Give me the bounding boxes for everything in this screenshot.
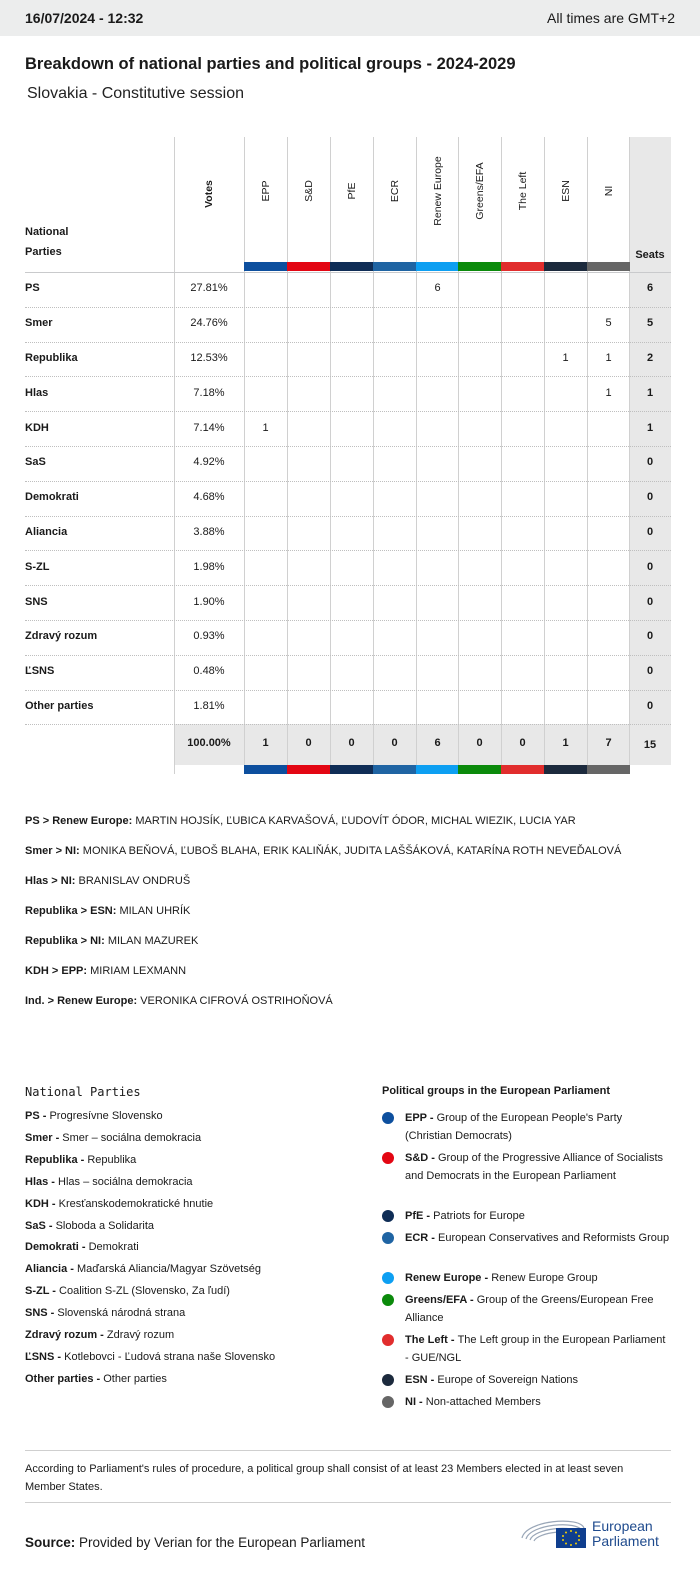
group-color-bar <box>458 765 501 774</box>
column-divider <box>373 137 374 774</box>
row-divider <box>25 307 671 308</box>
party-name: Aliancia <box>25 526 68 538</box>
member-assignment <box>25 965 186 977</box>
group-color-bar <box>244 765 287 774</box>
national-party-legend-item: SNS - Slovenská národná strana <box>25 1307 186 1320</box>
row-divider <box>25 376 671 377</box>
votes-cell: 0.93% <box>193 630 225 643</box>
party-name: S-ZL <box>25 560 50 573</box>
party-name: PS <box>25 282 40 295</box>
political-group-legend-item: ECR - European Conservatives and Reformists Group <box>405 1232 670 1244</box>
group-header-pfe: PfE <box>345 182 358 200</box>
divider <box>25 1450 671 1451</box>
member-assignment <box>25 815 576 827</box>
votes-column-header: Votes <box>203 180 215 208</box>
political-group-legend-item: NI - Non-attached Members <box>405 1396 541 1408</box>
rules-note: According to Parliament's rules of procedure, a political group shall consist of at least 23 Members elected in at least seven Member States. <box>25 1463 624 1493</box>
seat-cell: 1 <box>605 352 612 364</box>
party-name: Demokrati <box>25 491 79 504</box>
group-color-bar <box>458 262 501 271</box>
row-divider <box>25 516 671 517</box>
votes-cell: 7.18% <box>193 386 225 399</box>
member-assignment-key: Smer > NI: <box>25 845 83 857</box>
column-divider <box>330 137 331 774</box>
group-header-ecr: ECR <box>388 179 401 203</box>
national-party-legend-item: SaS - Sloboda a Solidarita <box>25 1219 155 1232</box>
total-seat-cell: 7 <box>605 736 612 749</box>
seats-cell: 0 <box>646 700 654 712</box>
group-color-dot <box>382 1396 394 1408</box>
row-divider <box>25 655 671 656</box>
party-name: Zdravý rozum <box>25 630 98 643</box>
political-group-legend-item: S&D - Group of the Progressive Alliance of Socialists and Democrats in the European Parliament <box>405 1152 664 1182</box>
votes-cell: 27.81% <box>190 282 228 295</box>
divider <box>25 1502 671 1503</box>
column-divider <box>501 137 502 774</box>
political-group-legend-item: Renew Europe - Renew Europe Group <box>405 1272 598 1284</box>
column-divider <box>416 137 417 774</box>
group-color-bar <box>244 262 287 271</box>
total-seat-cell: 6 <box>434 736 441 749</box>
party-name: SNS <box>25 595 48 608</box>
group-header-esn: ESN <box>559 180 572 202</box>
votes-cell: 12.53% <box>190 352 228 364</box>
group-color-dot <box>382 1232 394 1244</box>
source-label: Source: <box>25 1535 76 1550</box>
member-assignment-key: PS > Renew Europe: <box>25 815 136 827</box>
row-divider <box>25 342 671 343</box>
seat-cell: 1 <box>605 386 612 399</box>
seats-cell: 0 <box>646 526 654 538</box>
row-divider <box>25 550 671 551</box>
column-divider <box>587 137 588 774</box>
column-divider <box>458 137 459 774</box>
column-divider <box>244 137 245 774</box>
group-color-bar <box>373 765 416 774</box>
votes-cell: 7.14% <box>193 421 225 434</box>
party-name: KDH <box>25 421 49 434</box>
group-color-dot <box>382 1210 394 1222</box>
national-party-legend-item: Hlas - Hlas – sociálna demokracia <box>25 1175 193 1188</box>
seats-cell: 0 <box>646 560 654 573</box>
party-name: SaS <box>25 456 46 469</box>
source-line <box>25 1535 365 1550</box>
group-header-s-d: S&D <box>302 180 315 202</box>
member-assignment-key: KDH > EPP: <box>25 965 91 977</box>
seats-cell: 2 <box>646 352 654 364</box>
group-color-dot <box>382 1334 394 1346</box>
national-party-legend-item: Aliancia - Maďarská Aliancia/Magyar Szövetség <box>25 1263 262 1276</box>
group-color-bar <box>287 765 330 774</box>
group-color-bar <box>501 765 544 774</box>
timezone-note: All times are GMT+2 <box>547 10 675 26</box>
group-header-renew-europe: Renew Europe <box>431 156 444 226</box>
group-color-bar <box>287 262 330 271</box>
group-color-dot <box>382 1374 394 1386</box>
row-divider <box>25 690 671 691</box>
seats-cell: 0 <box>646 595 654 608</box>
party-name: Republika <box>25 352 78 364</box>
row-divider <box>25 272 671 273</box>
page-subtitle: Slovakia - Constitutive session <box>27 85 244 102</box>
member-names: VERONIKA CIFROVÁ OSTRIHOŇOVÁ <box>140 995 333 1007</box>
seat-cell: 1 <box>262 421 269 434</box>
party-name: Hlas <box>25 386 49 399</box>
party-name: Smer <box>25 317 53 330</box>
group-color-bar <box>416 262 459 271</box>
member-names: MONIKA BEŇOVÁ, ĽUBOŠ BLAHA, ERIK KALIŇÁK, JUDITA LAŠŠÁKOVÁ, KATARÍNA ROTH NEVEĎALOVÁ <box>82 845 622 857</box>
group-color-bar <box>330 765 373 774</box>
source-text: Provided by Verian for the European Parliament <box>79 1535 365 1550</box>
political-group-legend-item: The Left - The Left group in the European Parliament - GUE/NGL <box>405 1334 666 1364</box>
political-group-legend-item: Greens/EFA - Group of the Greens/European Free Alliance <box>405 1294 654 1324</box>
national-party-legend-item: Demokrati - Demokrati <box>25 1241 139 1254</box>
timestamp: 16/07/2024 - 12:32 <box>25 10 144 26</box>
group-header-greens-efa: Greens/EFA <box>473 162 486 220</box>
member-assignment <box>25 845 621 857</box>
member-names: MIRIAM LEXMANN <box>90 965 187 977</box>
row-divider <box>25 724 671 725</box>
group-color-bar <box>587 262 630 271</box>
logo-text: European Parliament <box>592 1518 659 1549</box>
political-group-legend-item: ESN - Europe of Sovereign Nations <box>405 1374 579 1386</box>
group-header-ni: NI <box>602 185 615 197</box>
member-assignment-key: Republika > ESN: <box>25 905 120 917</box>
group-color-bar <box>587 765 630 774</box>
seats-column-header: Seats <box>635 249 665 261</box>
row-divider <box>25 481 671 482</box>
party-name: ĽSNS <box>25 665 55 678</box>
national-party-legend-item: PS - Progresívne Slovensko <box>25 1110 163 1122</box>
group-color-dot <box>382 1272 394 1284</box>
national-party-legend-item: Zdravý rozum - Zdravý rozum <box>25 1329 175 1341</box>
national-party-legend-item: Republika - Republika <box>25 1153 137 1166</box>
political-group-legend-item: PfE - Patriots for Europe <box>405 1210 525 1222</box>
seat-cell: 5 <box>605 317 612 330</box>
member-assignment <box>25 935 198 947</box>
seats-cell: 0 <box>646 491 654 504</box>
seat-cell: 1 <box>562 352 569 364</box>
seats-cell: 1 <box>646 421 654 434</box>
total-seat-cell: 0 <box>305 736 312 749</box>
total-seat-cell: 0 <box>391 736 398 749</box>
political-groups-heading: Political groups in the European Parliament <box>382 1085 610 1097</box>
group-color-bar <box>373 262 416 271</box>
member-names: MARTIN HOJSÍK, ĽUBICA KARVAŠOVÁ, ĽUDOVÍT ÓDOR, MICHAL WIEZIK, LUCIA YAR <box>135 815 576 827</box>
national-party-legend-item: S-ZL - Coalition S-ZL (Slovensko, Za ľudí) <box>25 1285 230 1298</box>
member-names: MILAN UHRÍK <box>119 905 191 917</box>
total-seat-cell: 1 <box>262 736 269 749</box>
national-parties-column-header: National Parties <box>25 226 69 258</box>
votes-cell: 24.76% <box>190 317 228 330</box>
total-votes: 100.00% <box>187 736 231 749</box>
seats-cell: 0 <box>646 456 654 469</box>
group-color-bar <box>330 262 373 271</box>
votes-cell: 4.68% <box>193 491 225 504</box>
row-divider <box>25 446 671 447</box>
group-color-bar <box>416 765 459 774</box>
seats-cell: 6 <box>646 282 654 295</box>
national-parties-heading: National Parties <box>25 1085 141 1099</box>
group-color-bar <box>544 765 587 774</box>
total-seat-cell: 0 <box>476 736 483 749</box>
total-seat-cell: 1 <box>562 736 569 749</box>
votes-cell: 0.48% <box>193 665 225 678</box>
seats-cell: 5 <box>646 317 654 330</box>
votes-cell: 1.90% <box>193 595 225 608</box>
group-color-dot <box>382 1294 394 1306</box>
seats-cell: 1 <box>646 386 654 399</box>
seat-cell: 6 <box>434 282 441 295</box>
member-assignment-key: Ind. > Renew Europe: <box>25 995 141 1007</box>
group-color-dot <box>382 1112 394 1124</box>
group-color-bar <box>501 262 544 271</box>
group-header-epp: EPP <box>259 180 272 202</box>
votes-cell: 1.81% <box>193 700 225 712</box>
national-party-legend-item: ĽSNS - Kotlebovci - Ľudová strana naše Slovensko <box>25 1350 276 1363</box>
national-party-legend-item: Smer - Smer – sociálna demokracia <box>25 1131 202 1144</box>
total-seat-cell: 0 <box>348 736 355 749</box>
column-divider <box>287 137 288 774</box>
votes-cell: 4.92% <box>193 456 225 469</box>
member-assignment <box>25 905 190 917</box>
member-names: MILAN MAZUREK <box>107 935 199 947</box>
member-names: BRANISLAV ONDRUŠ <box>78 875 191 887</box>
column-divider <box>544 137 545 774</box>
votes-cell: 1.98% <box>193 560 225 573</box>
seats-cell: 0 <box>646 630 654 643</box>
member-assignment <box>25 995 333 1007</box>
row-divider <box>25 620 671 621</box>
group-header-the-left: The Left <box>516 171 529 211</box>
member-assignment-key: Republika > NI: <box>25 935 108 947</box>
row-divider <box>25 411 671 412</box>
party-name: Other parties <box>25 700 94 712</box>
top-bar <box>0 0 700 36</box>
total-seat-cell: 0 <box>519 736 526 749</box>
page-title: Breakdown of national parties and political groups - 2024-2029 <box>25 55 516 73</box>
row-divider <box>25 585 671 586</box>
group-color-dot <box>382 1152 394 1164</box>
member-assignment-key: Hlas > NI: <box>25 875 79 887</box>
political-group-legend-item: EPP - Group of the European People's Party (Christian Democrats) <box>405 1112 623 1142</box>
total-seats: 15 <box>643 738 657 751</box>
votes-cell: 3.88% <box>193 526 225 538</box>
group-color-bar <box>544 262 587 271</box>
member-assignment <box>25 875 190 887</box>
seats-cell: 0 <box>646 665 654 678</box>
national-party-legend-item: Other parties - Other parties <box>25 1372 167 1385</box>
national-party-legend-item: KDH - Kresťanskodemokratické hnutie <box>25 1197 214 1210</box>
